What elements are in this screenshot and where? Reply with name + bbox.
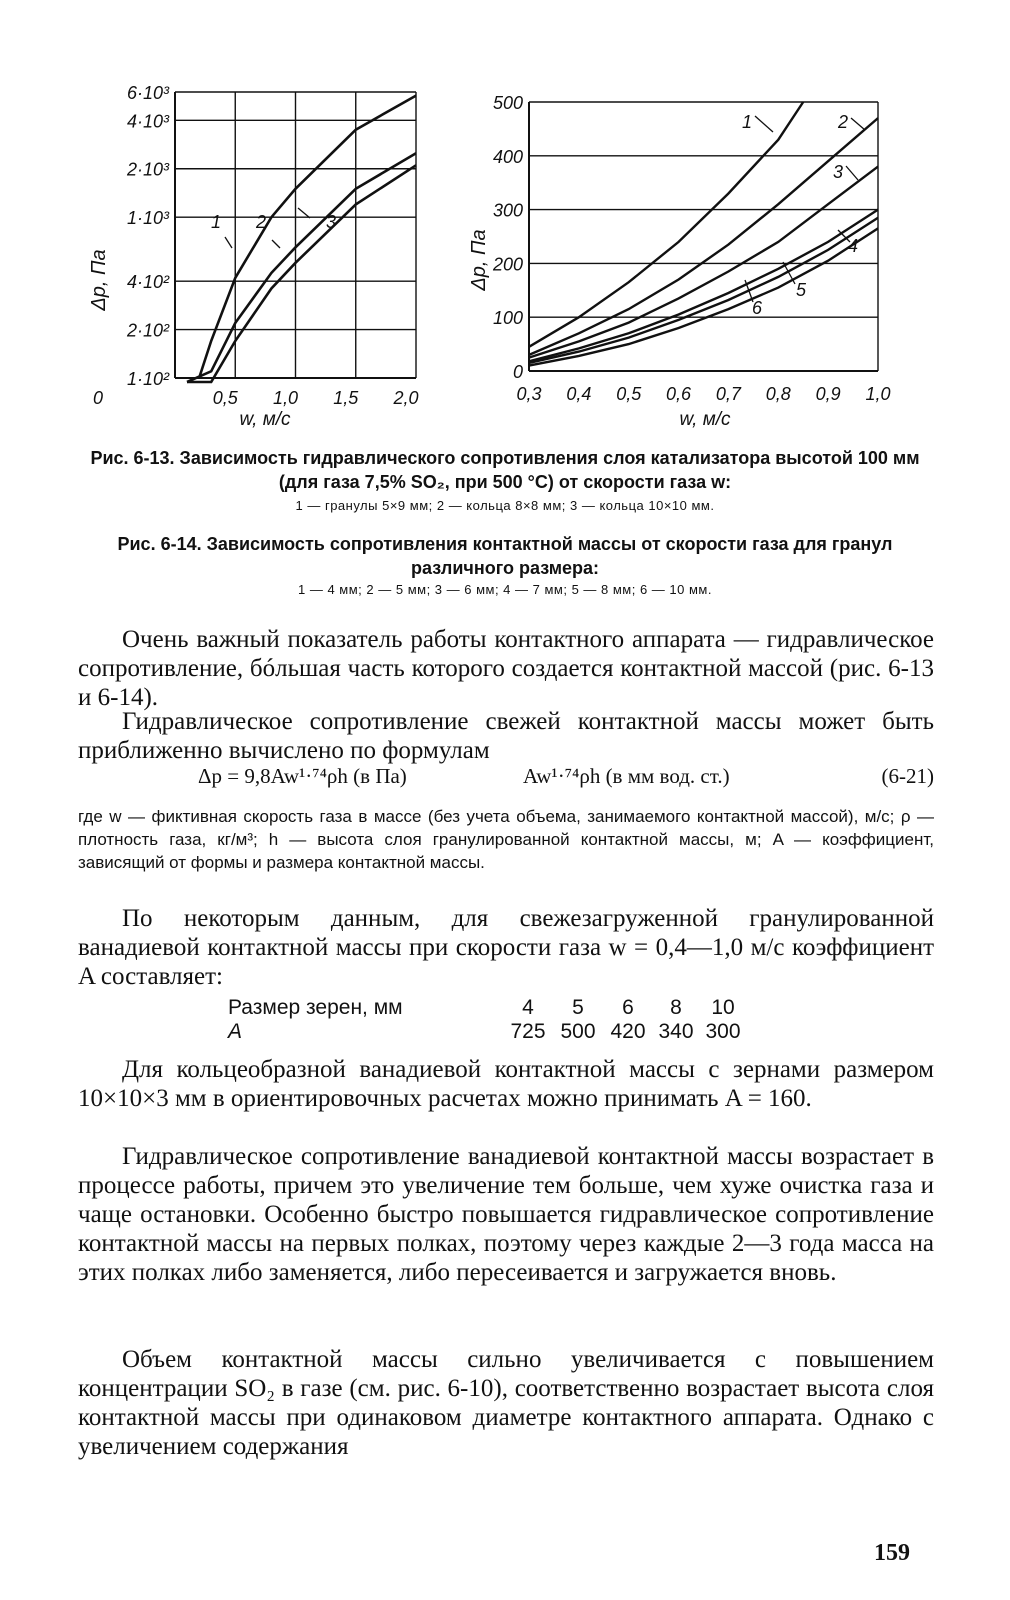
chart-right-curve-label: 2 bbox=[837, 112, 849, 132]
formula-pa: Δp = 9,8Aw¹·⁷⁴ρh (в Па) bbox=[198, 764, 407, 788]
chart-right-y-axis-label: Δp, Па bbox=[468, 229, 490, 291]
coefficient-value: 500 bbox=[560, 1020, 596, 1043]
chart-right-y-tick-label: 200 bbox=[492, 254, 523, 275]
chart-right-x-axis-label: w, м/с bbox=[679, 409, 731, 430]
chart-right-x-tick-label: 1,0 bbox=[865, 384, 891, 404]
caption-fig-6-13-legend: 1 — гранулы 5×9 мм; 2 — кольца 8×8 мм; 3 — кольца 10×10 мм. bbox=[295, 498, 715, 513]
chart-right-curve-leader bbox=[755, 116, 773, 132]
chart-left-x-tick-label: 0 bbox=[92, 388, 104, 408]
caption-fig-6-14-legend: 1 — 4 мм; 2 — 5 мм; 3 — 6 мм; 4 — 7 мм; 5 — 8 мм; 6 — 10 мм. bbox=[298, 582, 712, 597]
chart-fig-6-13 bbox=[60, 80, 440, 430]
coefficient-label: A bbox=[228, 1020, 243, 1043]
paragraph-1: Очень важный показатель работы контактного аппарата — гидравлическое сопротивление, бóльшая часть которого создается контактной массой (рис. 6-13 и 6-14). bbox=[78, 626, 934, 711]
chart-left-y-tick-label: 4·10³ bbox=[126, 111, 169, 132]
chart-left-y-tick-label: 2·10² bbox=[126, 320, 169, 341]
formula-number: (6-21) bbox=[881, 764, 934, 788]
paragraph-5: Гидравлическое сопротивление ванадиевой контактной массы возрастает в процессе работы, причем это увеличение тем больше, чем хуже очистка газа и чаще остановки. Особенно быстро повышается гидравлическое сопротивление контактной массы на первых полках, поэтому через каждые 2—3 года масса на этих полках либо заменяется, либо пересеивается и загружается вновь. bbox=[78, 1143, 934, 1286]
paragraph-3: По некоторым данным, для свежезагруженной гранулированной ванадиевой контактной массы при скорости газа w = 0,4—1,0 м/с коэффициент A составляет: bbox=[78, 905, 934, 990]
grain-size-row bbox=[228, 996, 788, 1020]
formula-6-21 bbox=[78, 764, 934, 794]
paragraph-6: Объем контактной массы сильно увеличивается с повышением концентрации SO₂ в газе (см. рис. 6-10), соответственно возрастает высота слоя контактной массы при одинаковом диаметре контактного аппарата. Однако с увеличением содержания bbox=[78, 1346, 934, 1460]
chart-right-y-tick-label: 400 bbox=[492, 146, 523, 167]
chart-right-y-tick-label: 0 bbox=[512, 362, 523, 382]
chart-left-y-axis-label: Δp, Па bbox=[88, 249, 110, 311]
chart-left-y-tick-label: 1·10³ bbox=[126, 208, 169, 229]
chart-left-curve-leader bbox=[225, 237, 232, 248]
chart-right-x-tick-label: 0,7 bbox=[715, 384, 741, 404]
page-number: 159 bbox=[874, 1540, 910, 1566]
chart-left-curve-label: 3 bbox=[326, 212, 337, 232]
chart-right-curve-leader bbox=[846, 166, 858, 180]
chart-right-y-tick-label: 100 bbox=[492, 308, 523, 329]
grain-size-value: 5 bbox=[572, 996, 584, 1019]
coefficient-value: 340 bbox=[658, 1020, 694, 1043]
chart-left-y-tick-label: 2·10³ bbox=[126, 159, 169, 180]
paragraph-4: Для кольцеобразной ванадиевой контактной массы с зернами размером 10×10×3 мм в ориентировочных расчетах можно принимать A = 160. bbox=[78, 1056, 934, 1112]
caption-fig-6-13: Рис. 6-13. Зависимость гидравлического сопротивления слоя катализатора высотой 100 мм (для газа 7,5% SO₂, при 500 °С) от скорости газа w: bbox=[90, 448, 920, 492]
chart-right-curve-label: 1 bbox=[741, 112, 753, 132]
chart-left-x-tick-label: 2,0 bbox=[393, 388, 419, 408]
chart-right-y-tick-label: 500 bbox=[492, 93, 523, 113]
coefficient-value: 725 bbox=[510, 1020, 546, 1043]
grain-size-value: 4 bbox=[522, 996, 534, 1019]
chart-fig-6-14 bbox=[465, 80, 915, 430]
chart-right-curve-label: 3 bbox=[832, 162, 844, 182]
chart-left-x-axis-label: w, м/с bbox=[239, 409, 291, 430]
chart-right-x-tick-label: 0,4 bbox=[566, 384, 592, 404]
chart-right-curve-label: 4 bbox=[847, 236, 859, 256]
chart-right-x-tick-label: 0,3 bbox=[516, 384, 542, 404]
coefficient-value: 420 bbox=[610, 1020, 646, 1043]
coefficient-value: 300 bbox=[705, 1020, 741, 1043]
chart-left-x-tick-label: 1,0 bbox=[272, 388, 299, 408]
chart-left-x-tick-label: 0,5 bbox=[212, 388, 238, 408]
chart-right-x-tick-label: 0,6 bbox=[666, 384, 692, 404]
chart-right-curve-label: 6 bbox=[751, 298, 763, 318]
grain-size-label: Размер зерен, мм bbox=[228, 996, 403, 1019]
formula-mm: Aw¹·⁷⁴ρh (в мм вод. ст.) bbox=[523, 764, 730, 788]
chart-right-curve-label: 5 bbox=[795, 280, 807, 300]
grain-size-value: 8 bbox=[670, 996, 682, 1019]
chart-left-y-tick-label: 6·10³ bbox=[126, 83, 169, 103]
grain-size-value: 6 bbox=[622, 996, 634, 1019]
chart-left-curve-leader bbox=[272, 240, 280, 248]
chart-left-x-tick-label: 1,5 bbox=[333, 388, 359, 408]
caption-fig-6-14: Рис. 6-14. Зависимость сопротивления контактной массы от скорости газа для гранул различного размера: bbox=[117, 534, 893, 578]
chart-right-series-line bbox=[529, 228, 878, 365]
chart-right-x-tick-label: 0,9 bbox=[815, 384, 841, 404]
chart-left-y-tick-label: 1·10² bbox=[126, 369, 169, 389]
chart-right-x-tick-label: 0,5 bbox=[616, 384, 642, 404]
chart-right-y-tick-label: 300 bbox=[492, 200, 523, 221]
grain-size-table bbox=[228, 996, 788, 1044]
chart-right-curve-leader bbox=[851, 118, 865, 130]
coefficient-row bbox=[228, 1020, 788, 1044]
chart-left-curve-label: 2 bbox=[256, 212, 267, 232]
grain-size-value: 10 bbox=[711, 996, 735, 1019]
chart-left-curve-label: 1 bbox=[211, 212, 222, 232]
chart-right-x-tick-label: 0,8 bbox=[765, 384, 791, 404]
chart-right-series-line bbox=[529, 102, 803, 347]
chart-left-y-tick-label: 4·10² bbox=[126, 272, 169, 293]
formula-explanation: где w — фиктивная скорость газа в массе (без учета объема, занимаемого контактной массой), м/с; ρ — плотность газа, кг/м³; h — высота слоя гранулированной контактной массы, м; A — коэффициент, зависящий от формы и размера контактной массы. bbox=[78, 807, 934, 872]
paragraph-2: Гидравлическое сопротивление свежей контактной массы может быть приближенно вычислено по формулам bbox=[78, 708, 934, 764]
